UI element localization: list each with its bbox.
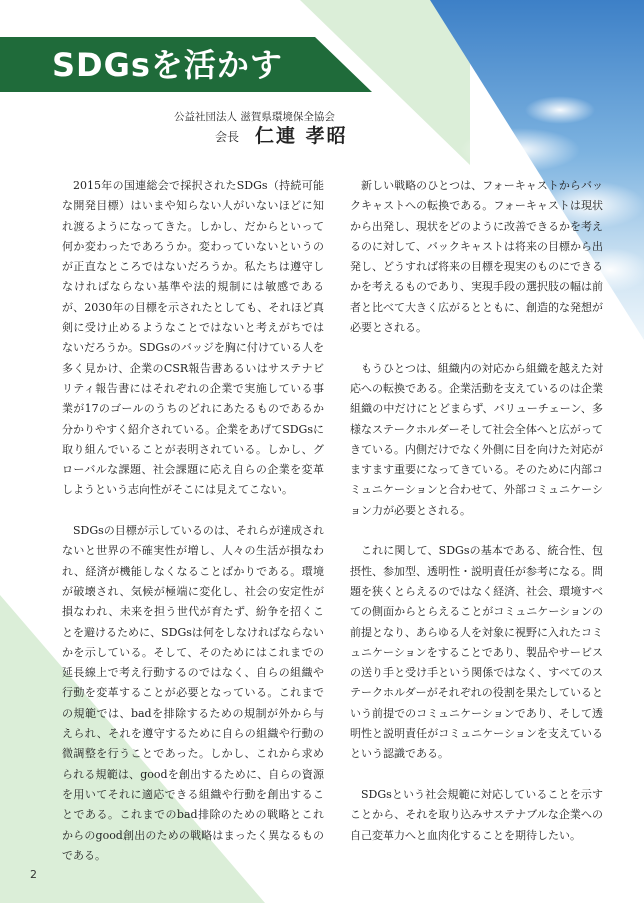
page-title: SDGsを活かす [52,46,283,84]
paragraph: SDGsという社会規範に対応していることを示すことから、それを取り込みサステナブルな企業への自己変革力へと血肉化することを期待したい。 [350,787,603,842]
paragraph: 新しい戦略のひとつは、フォーキャストからバックキャストへの転換である。フォーキャストは現状から出発し、現状をどのように改善できるかを考えるのに対して、バックキャストは将来の目標から出発し、どうすれば将来の目標を現実のものにできるかを考えるものであり、実現手段の選択肢の幅は前者と比べて大きく広がるとともに、創造的な発想が必要とされる。 [350,179,603,335]
page-number: 2 [30,868,37,881]
author-organization: 公益社団法人 滋賀県環境保全協会 [174,111,335,123]
paragraph: これに関して、SDGsの基本である、統合性、包摂性、参加型、透明性・説明責任が参考になる。問題を狭くとらえるのではなく経済、社会、環境すべての側面からとらえることがコミュニケーションの前提となり、あらゆる人を対象に視野に入れたコミュニケーションをすることであり、製品やサービスの送り手と受け手という関係ではなく、すべてのステークホルダーがそれぞれの役割を果たしているという前提でのコミュニケーションであり、そして透明性と説明責任がコミュニケーションを支えているという認識である。 [350,544,603,761]
left-column [62,176,324,886]
paragraph: SDGsの目標が示しているのは、それらが達成されないと世界の不確実性が増し、人々の生活が損なわれ、経済が機能しなくなることばかりである。環境が破壊され、気候が極端に変化し、社会の安定性が損なわれ、未来を担う世代が育たず、紛争を招くことを避けるために、SDGsは何をしなければならないかを示している。そして、そのためにはこれまでの延長線上で考え行動するのではなく、自らの組織や行動を変革することが必要となっている。これまでの規範では、badを排除するための規制が外から与えられ、それを遵守するために自らの組織や行動の微調整を行うことであった。しかし、これから求められる規範は、goodを創出するために、自らの資源を用いてそれに適応できる組織や行動を創出することである。これまでのbad排除のための戦略とこれからのgood創出のための戦略はまったく異なるものである。 [62,524,324,862]
paragraph: 2015年の国連総会で採択されたSDGs（持続可能な開発目標）はいまや知らない人がいないほどに知れ渡るようになってきた。しかし、だからといって何か変わったであろうか。変わっていないというのが正直なところではないだろうか。私たちは遵守しなければならない基準や法的規制には敏感であるが、2030年の目標を示されたとしても、それほど真剣に受け止めるようなことではないと考えがちではないだろうか。SDGsのバッジを胸に付けている人を多く見かけ、企業のCSR報告書あるいはサステナビリティ報告書にはそれぞれの企業で実施している事業が17のゴールのうちのどれにあたるものであるか分かりやすく紹介されている。企業をあげてSDGsに取り組んでいることが表明されている。しかし、グローバルな課題、社会課題に応え自らの企業を変革しようという志向性がそこには見えてこない。 [62,179,324,497]
author-role: 会長 [215,130,240,144]
right-column [350,176,603,866]
paragraph: もうひとつは、組織内の対応から組織を越えた対応への転換である。企業活動を支えているのは企業組織の中だけにとどまらず、バリューチェーン、多様なステークホルダーそして社会全体へと広がってきている。内側だけでなく外側に目を向けた対応がますます重要になってきている。そのために内部コミュニケーションと合わせて、外部コミュニケーション力が必要とされる。 [350,361,603,517]
author-name: 仁連 孝昭 [255,125,348,147]
